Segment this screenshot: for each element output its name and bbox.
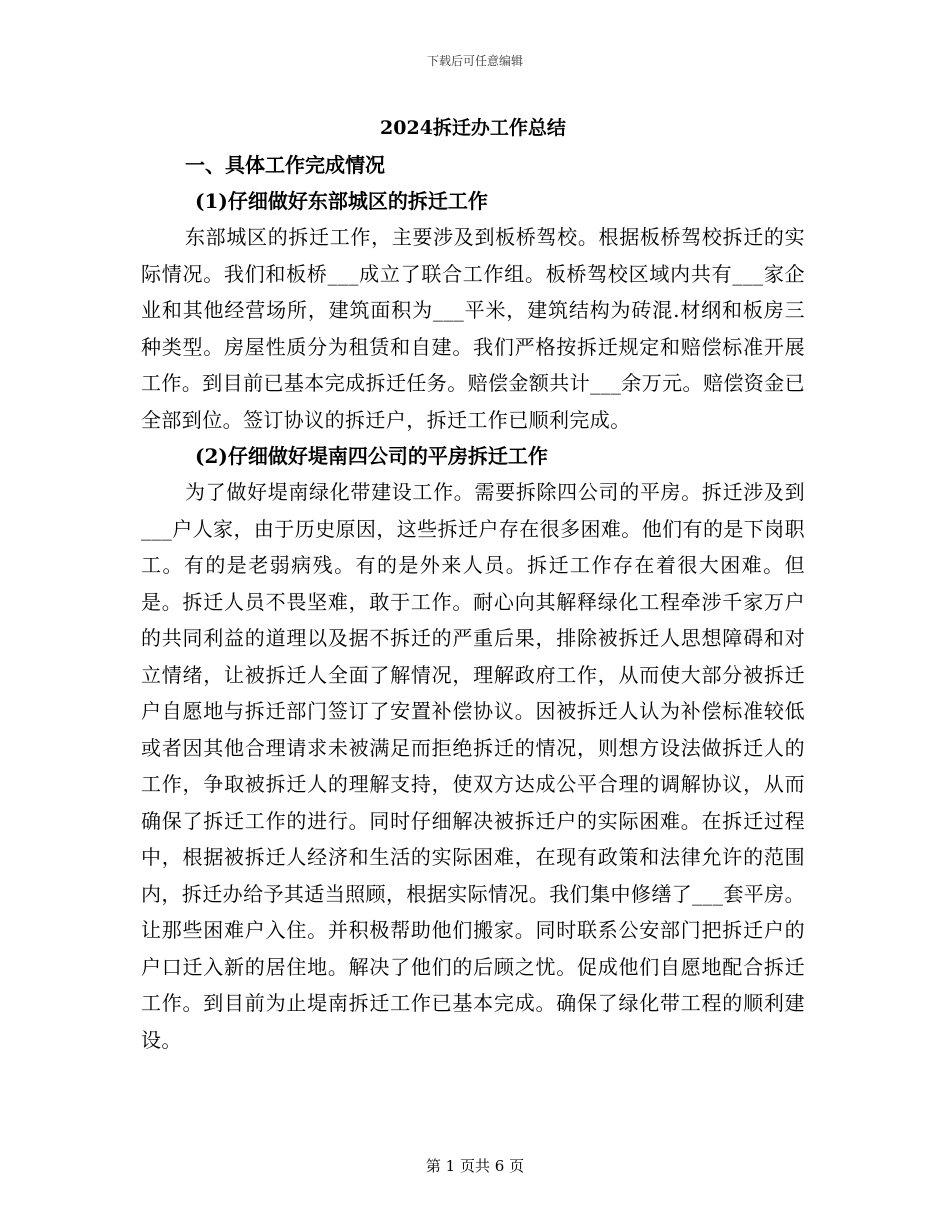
document-body xyxy=(141,113,805,1058)
subsection-heading-2: (2)仔细做好堤南四公司的平房拆迁工作 xyxy=(195,444,548,468)
section-heading: 一、具体工作完成情况 xyxy=(185,153,385,177)
page-number: 第 1 页共 6 页 xyxy=(425,1157,525,1175)
document-title: 2024拆迁办工作总结 xyxy=(380,117,566,139)
paragraph-1: 东部城区的拆迁工作，主要涉及到板桥驾校。根据板桥驾校拆迁的实际情况。我们和板桥___成立了联合工作组。板桥驾校区域内共有___家企业和其他经营场所，建筑面积为___平米，建筑结构为砖混.材纲和板房三种类型。房屋性质分为租赁和自建。我们严格按拆迁规定和赔偿标准开展工作。到目前已基本完成拆迁任务。赔偿金额共计___余万元。赔偿资金已全部到位。签订协议的拆迁户，拆迁工作已顺利完成。 xyxy=(141,225,805,432)
subsection-heading-1: (1)仔细做好东部城区的拆迁工作 xyxy=(195,189,488,213)
page-header-note: 下载后可任意编辑 xyxy=(426,54,523,68)
paragraph-2: 为了做好堤南绿化带建设工作。需要拆除四公司的平房。拆迁涉及到___户人家，由于历史原因，这些拆迁户存在很多困难。他们有的是下岗职工。有的是老弱病残。有的是外来人员。拆迁工作存在着很大困难。但是。拆迁人员不畏坚难，敢于工作。耐心向其解释绿化工程牵涉千家万户的共同利益的道理以及据不拆迁的严重后果，排除被拆迁人思想障碍和对立情绪，让被拆迁人全面了解情况，理解政府工作，从而使大部分被拆迁户自愿地与拆迁部门签订了安置补偿协议。因被拆迁人认为补偿标准较低或者因其他合理请求未被满足而拒绝拆迁的情况，则想方设法做拆迁人的工作，争取被拆迁人的理解支持，使双方达成公平合理的调解协议，从而确保了拆迁工作的进行。同时仔细解决被拆迁户的实际困难。在拆迁过程中，根据被拆迁人经济和生活的实际困难，在现有政策和法律允许的范围内，拆迁办给予其适当照顾，根据实际情况。我们集中修缮了___套平房。让那些困难户入住。并积极帮助他们搬家。同时联系公安部门把拆迁户的户口迁入新的居住地。解决了他们的后顾之忧。促成他们自愿地配合拆迁工作。到目前为止堤南拆迁工作已基本完成。确保了绿化带工程的顺利建设。 xyxy=(141,480,805,1052)
